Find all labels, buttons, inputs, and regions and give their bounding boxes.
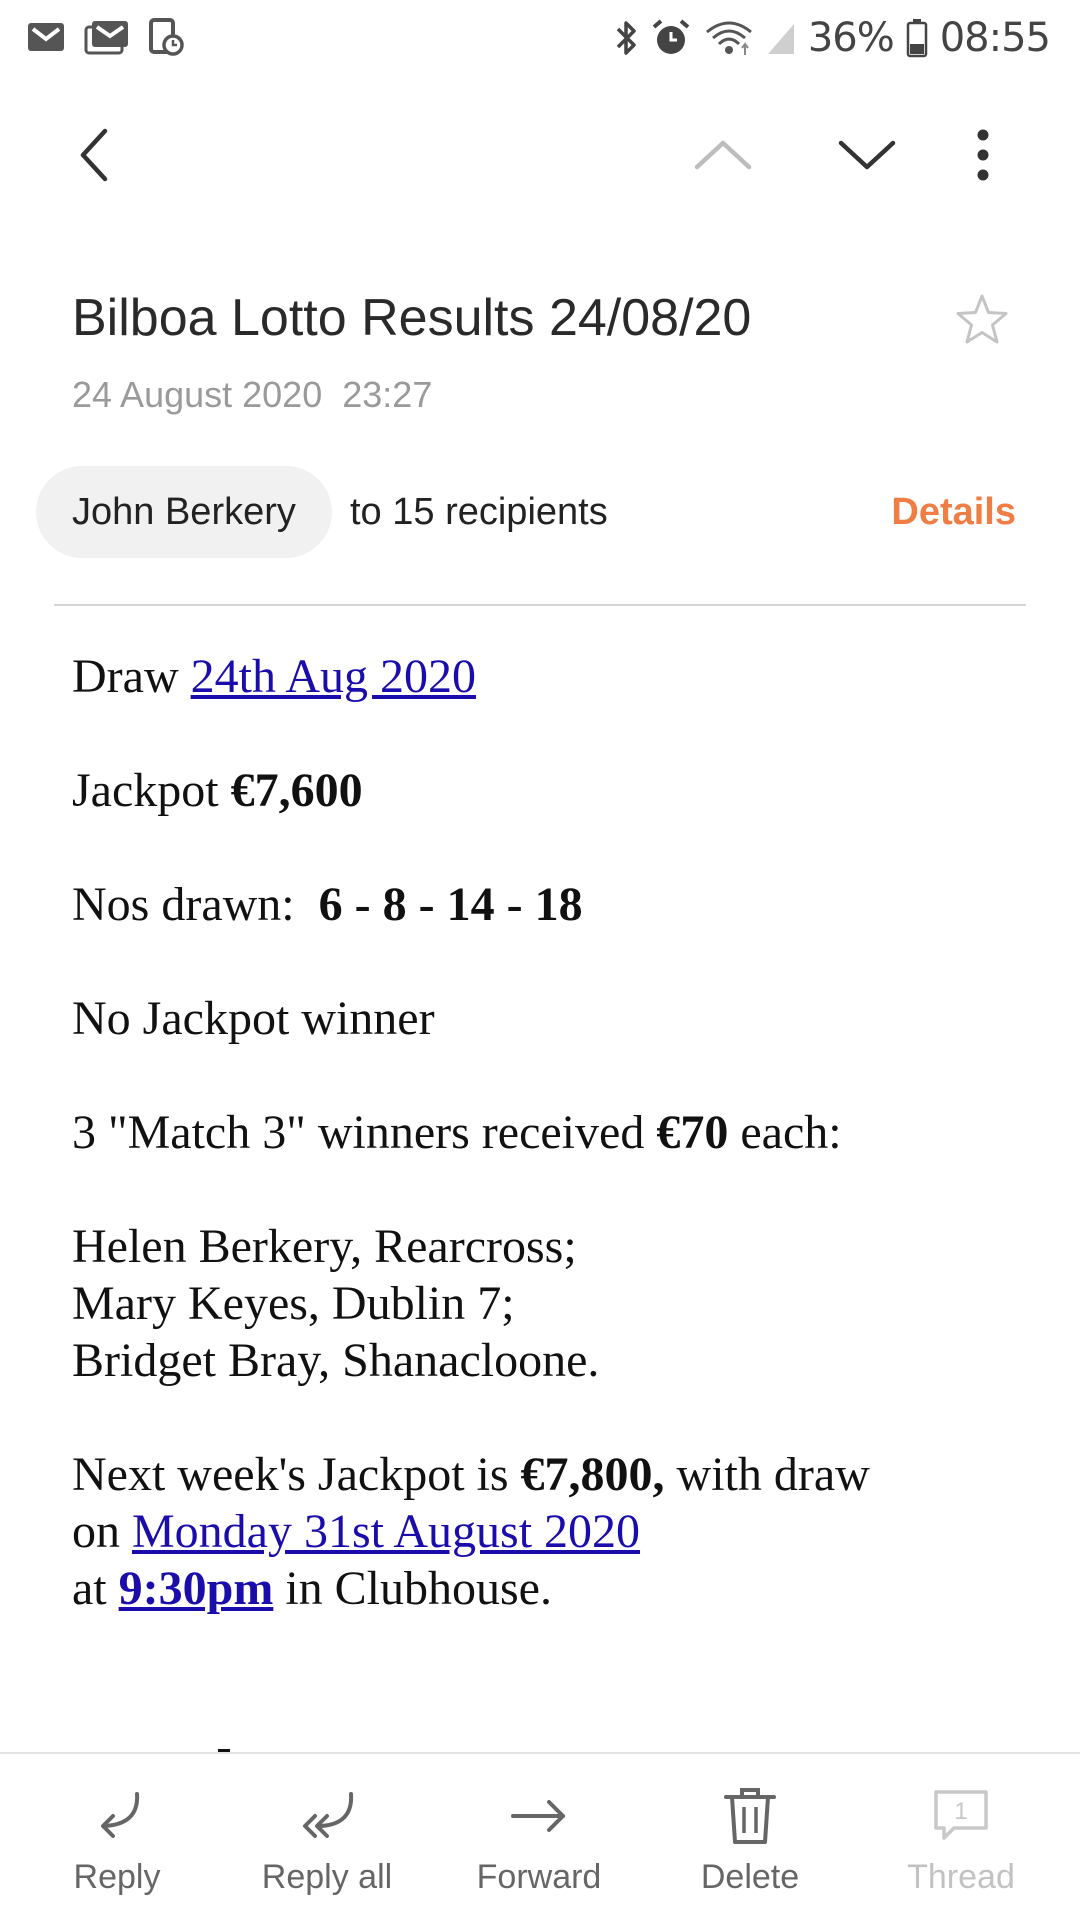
next-jackpot-text: Next week's Jackpot is bbox=[72, 1448, 509, 1501]
forward-icon bbox=[507, 1786, 571, 1846]
clock: 08:55 bbox=[939, 15, 1050, 61]
email-date-row bbox=[72, 374, 432, 416]
signal-icon bbox=[766, 20, 796, 56]
thread-button[interactable] bbox=[853, 1754, 1069, 1922]
winner-item: Bridget Bray, Shanacloone. bbox=[72, 1334, 600, 1387]
more-vertical-icon bbox=[973, 127, 993, 183]
delete-button[interactable] bbox=[642, 1754, 858, 1922]
chevron-up-icon bbox=[693, 135, 753, 175]
next-jackpot-draw-text: with draw bbox=[676, 1448, 870, 1501]
winner-item: Mary Keyes, Dublin 7; bbox=[72, 1277, 515, 1330]
next-draw-date-link[interactable]: Monday 31st August 2020 bbox=[132, 1505, 641, 1558]
alarm-icon bbox=[650, 17, 692, 59]
reply-icon bbox=[87, 1786, 147, 1846]
previous-email-button[interactable] bbox=[668, 100, 778, 210]
back-button[interactable] bbox=[40, 100, 150, 210]
chevron-down-icon bbox=[837, 135, 897, 175]
thread-label: Thread bbox=[907, 1858, 1015, 1896]
draw-date-link[interactable]: 24th Aug 2020 bbox=[190, 650, 476, 703]
winners-list bbox=[72, 1218, 1032, 1389]
header-divider bbox=[54, 604, 1026, 606]
more-options-button[interactable] bbox=[928, 100, 1038, 210]
forward-button[interactable] bbox=[431, 1754, 647, 1922]
status-bar bbox=[0, 0, 1080, 76]
gmail-icon bbox=[26, 20, 66, 54]
draw-label: Draw bbox=[72, 650, 179, 703]
star-icon bbox=[952, 290, 1012, 350]
delete-label: Delete bbox=[700, 1858, 800, 1896]
numbers-line bbox=[72, 876, 1032, 933]
jackpot-value: €7,600 bbox=[230, 764, 363, 817]
email-date: 24 August 2020 bbox=[72, 374, 323, 415]
system-status bbox=[614, 10, 1050, 66]
sender-chip[interactable]: John Berkery bbox=[36, 466, 332, 558]
trash-icon bbox=[722, 1785, 778, 1847]
email-toolbar bbox=[0, 100, 1080, 210]
email-time: 23:27 bbox=[342, 374, 433, 415]
email-subject: Bilboa Lotto Results 24/08/20 bbox=[72, 289, 752, 347]
email-actions-bar bbox=[0, 1752, 1080, 1922]
device-clock-icon bbox=[148, 18, 184, 56]
next-jackpot-paragraph bbox=[72, 1446, 1032, 1617]
chevron-left-icon bbox=[65, 125, 125, 185]
jackpot-label: Jackpot bbox=[72, 764, 219, 817]
numbers-drawn: 6 - 8 - 14 - 18 bbox=[318, 878, 583, 931]
match-amount: €70 bbox=[656, 1106, 729, 1159]
next-draw-time: 9:30pm bbox=[118, 1562, 274, 1615]
reply-label: Reply bbox=[73, 1858, 161, 1896]
recipients-summary: to 15 recipients bbox=[350, 490, 608, 533]
forward-label: Forward bbox=[476, 1858, 602, 1896]
battery-icon bbox=[906, 18, 928, 58]
battery-percent: 36% bbox=[807, 15, 894, 61]
details-button[interactable]: Details bbox=[891, 490, 1016, 533]
sender-row bbox=[36, 466, 1046, 558]
next-on-text: on bbox=[72, 1505, 120, 1558]
next-draw-place: in Clubhouse. bbox=[285, 1562, 552, 1615]
next-at-text: at bbox=[72, 1562, 107, 1615]
notification-icons bbox=[26, 18, 184, 56]
email-body bbox=[72, 648, 1032, 1674]
no-winner-line: No Jackpot winner bbox=[72, 992, 435, 1045]
reply-all-label: Reply all bbox=[261, 1858, 393, 1896]
gmail-icon bbox=[84, 19, 130, 55]
match-text: 3 "Match 3" winners received bbox=[72, 1106, 645, 1159]
reply-all-button[interactable] bbox=[219, 1754, 435, 1922]
winner-item: Helen Berkery, Rearcross; bbox=[72, 1220, 577, 1273]
reply-button[interactable] bbox=[9, 1754, 225, 1922]
numbers-label: Nos drawn: bbox=[72, 878, 295, 931]
draw-line bbox=[72, 648, 1032, 705]
jackpot-line bbox=[72, 762, 1032, 819]
next-jackpot-amount: €7,800, bbox=[520, 1448, 665, 1501]
next-draw-time-link[interactable] bbox=[119, 1562, 274, 1615]
reply-all-icon bbox=[295, 1786, 359, 1846]
next-email-button[interactable] bbox=[812, 100, 922, 210]
wifi-icon bbox=[704, 18, 754, 58]
star-button[interactable] bbox=[952, 290, 1012, 350]
thread-count: 1 bbox=[954, 1798, 968, 1825]
thread-icon bbox=[930, 1786, 992, 1846]
match-line bbox=[72, 1104, 1032, 1161]
bluetooth-icon bbox=[614, 18, 638, 58]
match-suffix: each: bbox=[740, 1106, 842, 1159]
